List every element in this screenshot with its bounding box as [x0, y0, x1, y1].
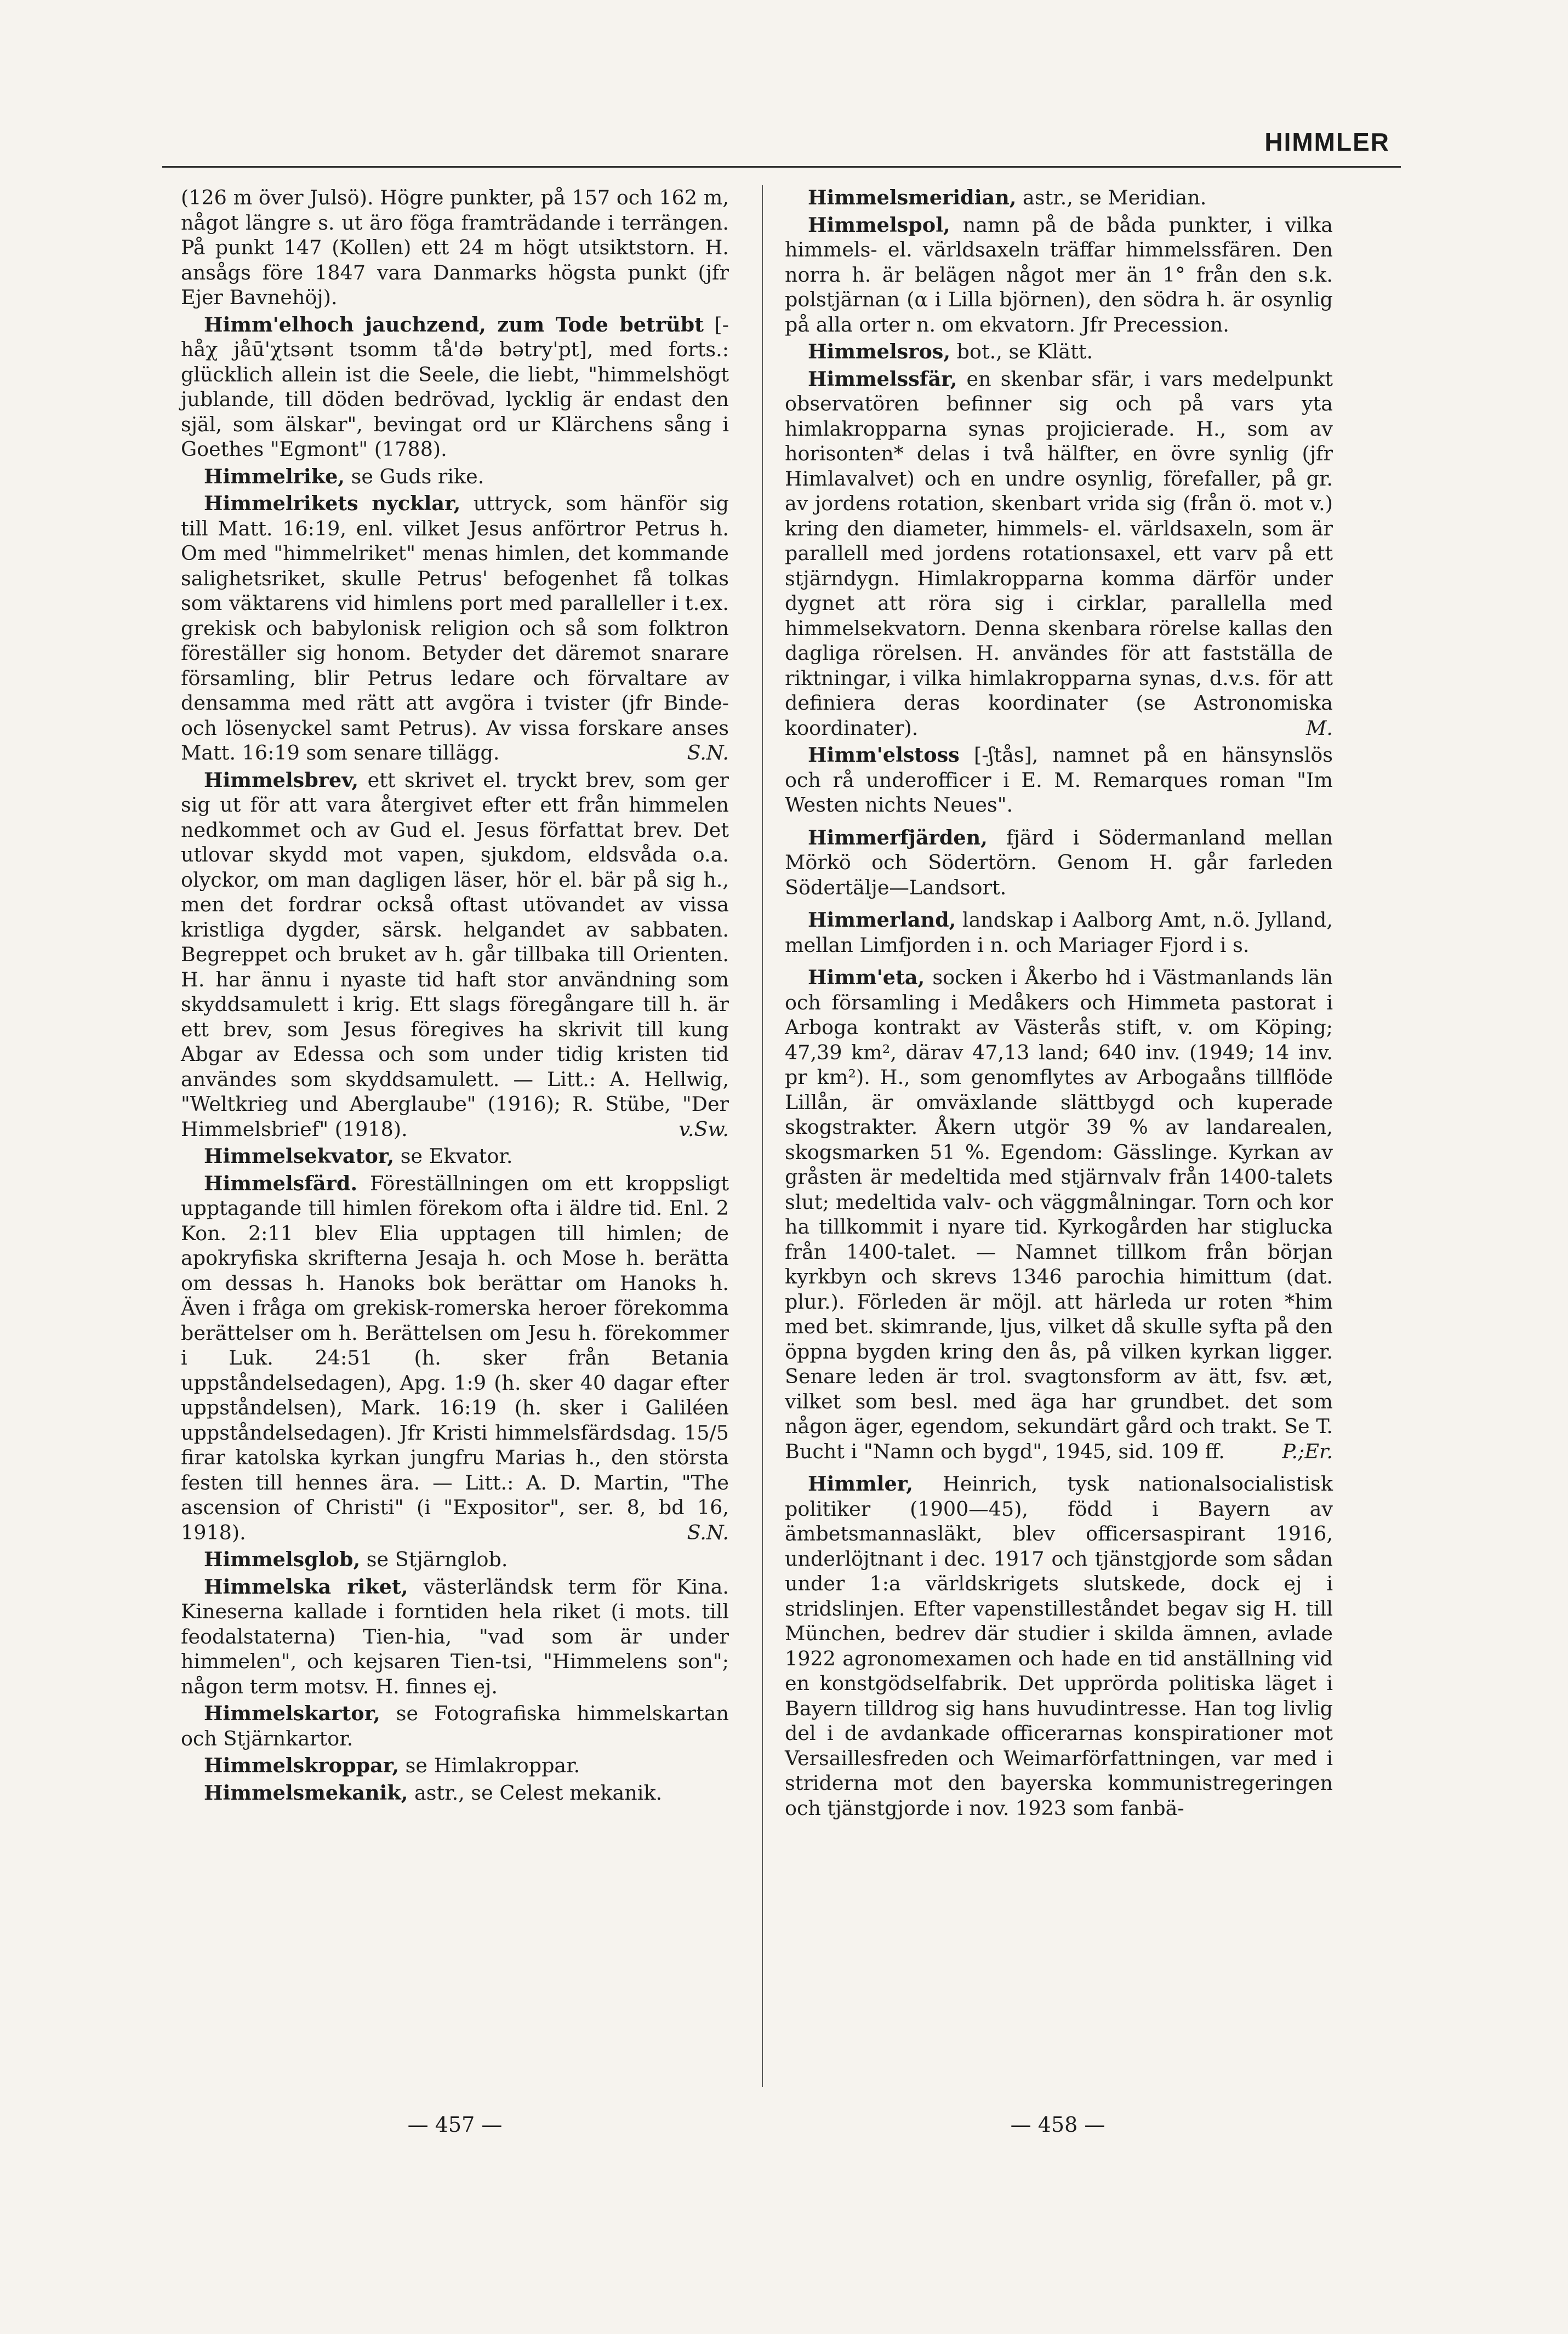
author-signature: v.Sw.: [678, 1117, 729, 1141]
entry-text: Föreställningen om ett kroppsligt upptagande till himlen förekom ofta i äldre tid. Enl. 2 Kon. 2:11 blev Elia upptagen till himlen; de apokryfiska skrifterna Jesaja h. och Mose h. berätta om dessas h. Hanoks bok berättar om Hanoks h. Även i fråga om grekisk-romerska heroer förekomma berättelser om h. Berättelsen om Jesu h. förekommer i Luk. 24:51 (h. sker från Betania uppståndelsedagen), Apg. 1:9 (h. sker 40 dagar efter uppståndelsen), Mark. 16:19 (h. sker i Galiléen uppståndelsedagen). Jfr Kristi himmelsfärdsdag. 15/5 firar katolska kyrkan jungfru Marias h., den största festen till hennes ära. — Litt.: A. D. Martin, "The ascension of Christi" (i "Expositor", ser. 8, bd 16, 1918).: [181, 1171, 729, 1544]
entry-text: uttryck, som hänför sig till Matt. 16:19, enl. vilket Jesus anförtror Petrus h. Om med "himmelriket" menas himlen, det kommande salighetsriket, skulle Petrus' befogenhet få tolkas som väktarens vid himlens port med paralleller i t.ex. grekisk och babylonisk religion och så som folktron föreställer sig honom. Betyder det däremot snarare församling, blir Petrus ledare och förvaltare av densamma med rätt att avgöra i tvister (jfr Binde- och lösenyckel samt Petrus). Av vissa forskare anses Matt. 16:19 som senare tillägg.: [181, 492, 729, 764]
header-rule: [162, 166, 1401, 168]
entry-headword: Himmelsmeridian,: [808, 186, 1017, 209]
entry-text: landskap i Aalborg Amt, n.ö. Jylland, mellan Limfjorden i n. och Mariager Fjord i s.: [785, 908, 1333, 957]
entry-headword: Himmelska riket,: [204, 1574, 408, 1599]
dictionary-entry: [785, 743, 1333, 818]
left-column: [181, 185, 729, 1807]
entry-text: astr., se Meridian.: [1016, 186, 1207, 209]
entry-headword: Himmelsmekanik,: [204, 1781, 408, 1805]
entry-text: socken i Åkerbo hd i Västmanlands län och församling i Medåkers och Himmeta pastorat i Arboga kontrakt av Västerås stift, v. om Köping; 47,39 km², därav 47,13 land; 640 inv. (1949; 14 inv. pr km²). H., som genomflytes av Arbogaåns tillflöde Lillån, är omväxlande slättbygd och kuperade skogstrakter. Åkern utgör 39 % av landarealen, skogsmarken 51 %. Egendom: Gässlinge. Kyrkan av gråsten är medeltida med stjärnvalv från 1400-talets slut; medeltida valv- och väggmålningar. Torn och kor ha tillkommit i nyare tid. Kyrkogården har stiglucka från 1400-talet. — Namnet tillkom från början kyrkbyn och skrevs 1346 parochia himittum (dat. plur.). Förleden är möjl. att härleda ur roten *him med bet. skimrande, ljus, vilket då skulle syfta på den öppna bygden kring den ås, på vilken kyrkan ligger. Senare leden är trol. svagtonsform av ätt, fsv. æt, vilket som besl. med äga har grundbet. det som någon äger, egendom, sekundärt gård och trakt. Se T. Bucht i "Namn och bygd", 1945, sid. 109 ff.: [785, 966, 1333, 1463]
entry-text: en skenbar sfär, i vars medelpunkt observatören befinner sig och på vars yta himlakropparna synas projicierade. H., som av horisonten* delas i två hälfter, en övre synlig (jfr Himlavalvet) och en undre osynlig, förefaller, på gr. av jordens rotation, skenbart vrida sig (från ö. mot v.) kring den diameter, himmels- el. världsaxeln, som är parallell med jordens rotationsaxel, ett varv på ett stjärndygn. Himlakropparna komma därför under dygnet att röra sig i cirklar, parallella med himmelsekvatorn. Denna skenbara rörelse kallas den dagliga rörelsen. H. användes för att fastställa de riktningar, i vilka himlakropparna synas, d.v.s. för att definiera deras koordinater (se Astronomiska koordinater).: [785, 367, 1333, 740]
entry-headword: Himmelsekvator,: [204, 1144, 395, 1168]
entry-headword: Himm'elhoch jauchzend, zum Tode betrübt: [204, 312, 704, 336]
entry-text: fjärd i Södermanland mellan Mörkö och Södertörn. Genom H. går farleden Södertälje—Landsort.: [785, 825, 1333, 899]
entry-text: astr., se Celest mekanik.: [408, 1781, 663, 1805]
dictionary-entry: [785, 825, 1333, 900]
dictionary-entry: [181, 312, 729, 462]
dictionary-entry: [785, 367, 1333, 741]
entry-text: namn på de båda punkter, i vilka himmels- el. världsaxeln träffar himmelssfären. Den norra h. är belägen något mer än 1° från den s.k. polstjärnan (α i Lilla björnen), den södra h. är osynlig på alla orter n. om ekvatorn. Jfr Precession.: [785, 213, 1333, 336]
entry-text: se Himlakroppar.: [399, 1754, 580, 1777]
dictionary-entry: [181, 1547, 729, 1572]
entry-text: Heinrich, tysk nationalsocialistisk politiker (1900—45), född i Bayern av ämbetsmannasläkt, blev officersaspirant 1916, underlöjtnant i dec. 1917 och tjänstgjorde som sådan under 1:a världskrigets slutskede, dock ej i stridslinjen. Efter vapenstilleståndet begav sig H. till München, bedrev där studier i skilda ämnen, avlade 1922 agronomexamen och hade en tid anställning vid en konstgödselfabrik. Det upprörda politiska läget i Bayern tilldrog sig hans huvudintresse. Han tog livlig del i de avdankade officerarnas konspirationer mot Versaillesfreden och Weimarförfattningen, var med i striderna mot den bayerska kommunistregeringen och tjänstgjorde i nov. 1923 som fanbä-: [785, 1472, 1333, 1820]
dictionary-entry: [181, 1753, 729, 1778]
entry-headword: Himmelrikets nycklar,: [204, 492, 461, 515]
entry-text: ett skrivet el. tryckt brev, som ger sig ut för att vara återgivet efter ett från himmelen nedkommet och av Gud el. Jesus författat brev. Det utlovar skydd mot vapen, sjukdom, eldsvåda o.a. olyckor, om man dagligen läser, hör el. bär på sig h., men det fordrar också oftast utövandet av vissa kristliga dygder, särsk. helgandet av sabbaten. Begreppet och bruket av h. går tillbaka till Orienten. H. har ännu i nyaste tid haft stor användning som skyddsamulett i krig. Ett slags föregångare till h. är ett brev, som Jesus föregives ha skrivit till kung Abgar av Edessa och som under tidig kristen tid användes som skyddsamulett. — Litt.: A. Hellwig, "Weltkrieg und Aberglaube" (1916); R. Stübe, "Der Himmelsbrief" (1918).: [181, 768, 729, 1141]
entry-headword: Himmelssfär,: [808, 367, 957, 391]
page-number-left: — 457 —: [407, 2113, 503, 2137]
entry-text: (126 m över Julsö). Högre punkter, på 157 och 162 m, något längre s. ut äro föga framträdande i terrängen. På punkt 147 (Kollen) ett 24 m högt utsiktstorn. H. ansågs före 1847 vara Danmarks högsta punkt (jfr Ejer Bavnehöj).: [181, 186, 729, 309]
entry-headword: Himmelsbrev,: [204, 768, 359, 792]
entry-text: se Ekvator.: [394, 1144, 513, 1168]
entry-headword: Himmelsros,: [808, 340, 951, 363]
entry-headword: Himmler,: [808, 1472, 913, 1496]
entry-headword: Himm'eta,: [808, 966, 925, 989]
dictionary-entry: [785, 1471, 1333, 1821]
entry-headword: Himmerfjärden,: [808, 825, 988, 849]
dictionary-entry: [181, 1144, 729, 1169]
dictionary-entry: [785, 965, 1333, 1464]
entry-headword: Himmelsfärd.: [204, 1171, 358, 1195]
dictionary-entry: [181, 768, 729, 1142]
dictionary-entry: [181, 1171, 729, 1545]
entry-text: se Stjärnglob.: [360, 1548, 508, 1571]
page-number-right: — 458 —: [1010, 2113, 1105, 2137]
entry-headword: Himmelsglob,: [204, 1548, 361, 1571]
entry-headword: Himmelrike,: [204, 464, 345, 488]
entry-text: se Fotografiska himmelskartan och Stjärnkartor.: [181, 1702, 729, 1750]
right-column: [785, 185, 1333, 1823]
entry-headword: Himmerland,: [808, 908, 956, 932]
entry-text: se Guds rike.: [345, 464, 484, 488]
dictionary-entry: [785, 185, 1333, 210]
entry-headword: Himm'elstoss: [808, 743, 960, 767]
author-signature: P.;Er.: [1282, 1439, 1333, 1463]
entry-headword: Himmelspol,: [808, 213, 950, 237]
dictionary-entry: [785, 908, 1333, 957]
dictionary-entry: [181, 491, 729, 766]
dictionary-entry: [181, 185, 729, 310]
entry-text: [-ʃtås], namnet på en hänsynslös och rå underofficer i E. M. Remarques roman "Im Westen nichts Neues".: [785, 743, 1333, 817]
entry-headword: Himmelskartor,: [204, 1702, 380, 1725]
column-divider: [762, 185, 763, 2087]
dictionary-entry: [181, 1781, 729, 1806]
dictionary-entry: [785, 339, 1333, 364]
running-header: HIMMLER: [1264, 128, 1390, 156]
dictionary-entry: [181, 1701, 729, 1751]
author-signature: S.N.: [687, 1520, 729, 1544]
dictionary-entry: [181, 464, 729, 489]
entry-text: bot., se Klätt.: [950, 340, 1093, 363]
entry-headword: Himmelskroppar,: [204, 1754, 400, 1777]
dictionary-entry: [181, 1574, 729, 1699]
dictionary-entry: [785, 213, 1333, 338]
entry-text: [-håχ jåū'χtsənt tsomm tå'də bətry'pt], med forts.: glücklich allein ist die Seele, die liebt, "himmelshögt jublande, till döden bedrövad, lycklig är endast den själ, som älskar", bevingat ord ur Klärchens sång i Goethes "Egmont" (1788).: [181, 312, 729, 461]
author-signature: S.N.: [687, 741, 729, 764]
author-signature: M.: [1306, 716, 1333, 740]
entry-text: västerländsk term för Kina. Kineserna kallade i forntiden hela riket (i mots. till feodalstaterna) Tien-hia, "vad som är under himmelen", och kejsaren Tien-tsi, "Himmelens son"; någon term motsv. H. finnes ej.: [181, 1574, 729, 1698]
